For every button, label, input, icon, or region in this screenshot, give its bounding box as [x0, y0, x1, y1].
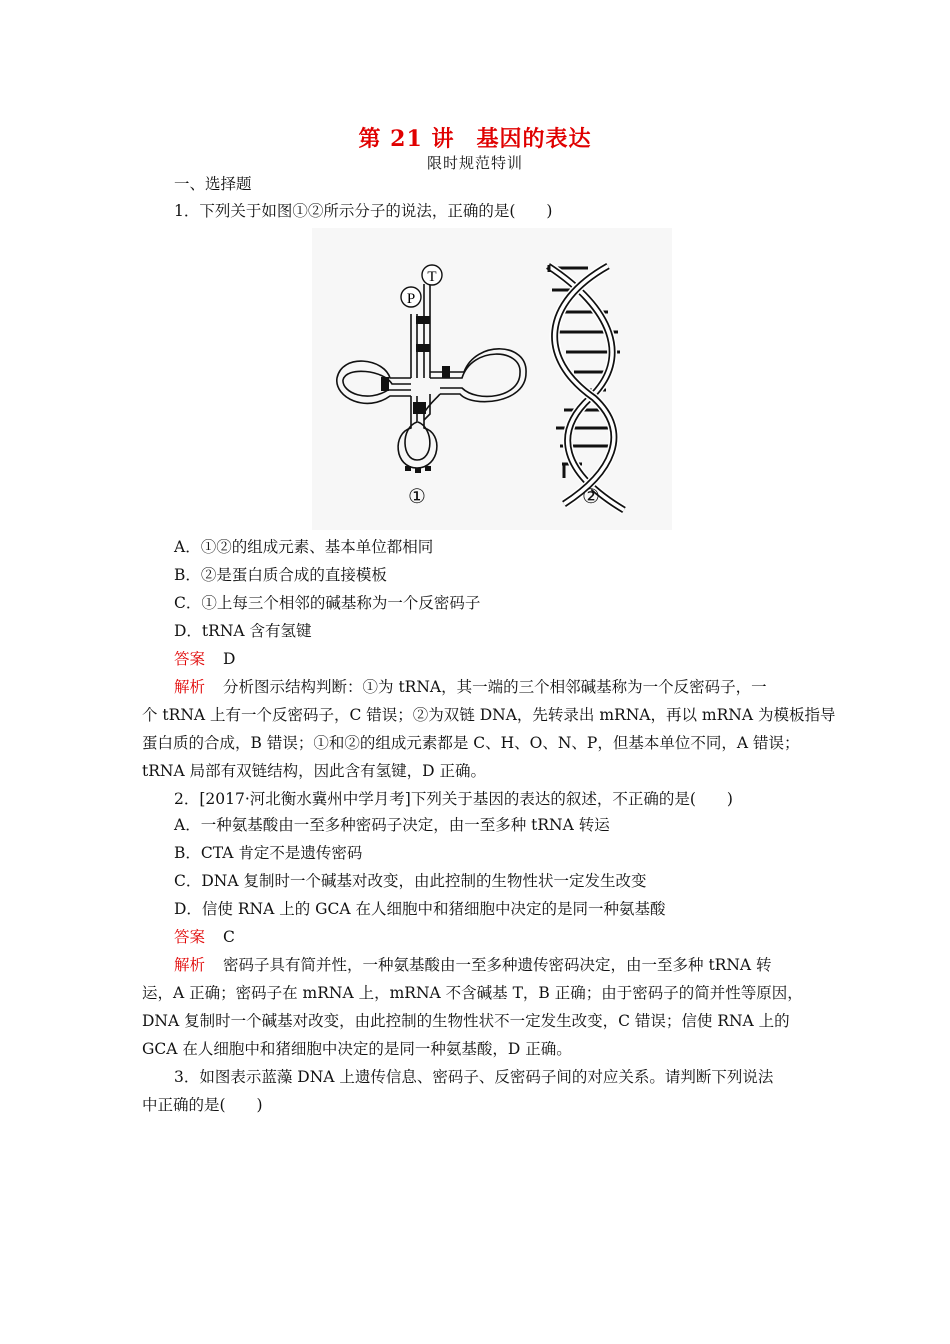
q1-analysis-label: 解析	[174, 678, 206, 696]
title-topic: 基因的表达	[476, 126, 592, 152]
q2-option-c: C．DNA 复制时一个碱基对改变，由此控制的生物性状一定发生改变	[174, 872, 647, 890]
q1-answer-label: 答案	[174, 650, 206, 668]
page-title	[0, 122, 950, 153]
q1-analysis-line-1: 解析 分析图示结构判断：①为 tRNA，其一端的三个相邻碱基称为一个反密码子，一	[174, 678, 767, 696]
q1-analysis-line-2: 个 tRNA 上有一个反密码子，C 错误；②为双链 DNA，先转录出 mRNA，再以 mRNA 为模板指导	[142, 706, 836, 724]
q1-answer	[174, 649, 235, 669]
q1-option-c: C．①上每三个相邻的碱基称为一个反密码子	[174, 594, 481, 612]
q1-option-a: A．①②的组成元素、基本单位都相同	[174, 538, 434, 556]
p-label: P	[406, 291, 416, 307]
q2-answer-label: 答案	[174, 928, 206, 946]
q2-stem: 2．[2017·河北衡水冀州中学月考]下列关于基因的表达的叙述，不正确的是( )	[174, 790, 733, 808]
trna-end-labels	[401, 265, 442, 307]
title-lecture-number: 第 21 讲	[358, 126, 455, 152]
q2-answer	[174, 927, 235, 947]
q1-figure-svg	[312, 228, 672, 530]
q2-analysis-line-2: 运，A 正确；密码子在 mRNA 上，mRNA 不含碱基 T，B 正确；由于密码子的简并性等原因，	[142, 984, 803, 1002]
q2-analysis-line-4: GCA 在人细胞中和猪细胞中决定的是同一种氨基酸，D 正确。	[142, 1040, 572, 1058]
dna-diagram	[548, 265, 624, 510]
q1-option-b: B．②是蛋白质合成的直接模板	[174, 566, 387, 584]
figure-1-label: ①	[408, 484, 426, 508]
q2-option-d: D．信使 RNA 上的 GCA 在人细胞中和猪细胞中决定的是同一种氨基酸	[174, 900, 666, 918]
q2-analysis-label: 解析	[174, 956, 206, 974]
q2-option-a: A．一种氨基酸由一至多种密码子决定，由一至多种 tRNA 转运	[174, 816, 610, 834]
figure-2-label: ②	[582, 484, 600, 508]
q1-analysis-line-3: 蛋白质的合成，B 错误；①和②的组成元素都是 C、H、O、N、P，但基本单位不同，A 错误；	[142, 734, 800, 752]
q1-option-d: D．tRNA 含有氢键	[174, 622, 312, 640]
page-subtitle: 限时规范特训	[426, 154, 523, 172]
q2-analysis-line-3: DNA 复制时一个碱基对改变，由此控制的生物性状不一定发生改变，C 错误；信使 RNA 上的	[142, 1012, 790, 1030]
q2-option-b: B．CTA 肯定不是遗传密码	[174, 844, 363, 862]
q2-analysis-line-1: 解析 密码子具有简并性，一种氨基酸由一至多种遗传密码决定，由一至多种 tRNA 转	[174, 956, 772, 974]
q1-stem: 1．下列关于如图①②所示分子的说法，正确的是( )	[174, 202, 553, 220]
q1-analysis-line-4: tRNA 局部有双链结构，因此含有氢键，D 正确。	[142, 762, 486, 780]
q1-answer-value: D	[223, 650, 236, 668]
trna-diagram	[337, 284, 526, 468]
q2-answer-value: C	[223, 928, 235, 946]
q3-stem-line-2: 中正确的是( )	[142, 1096, 263, 1114]
q1-figure	[312, 228, 672, 530]
section-heading: 一、选择题	[174, 175, 252, 193]
t-label: T	[427, 269, 437, 285]
q3-stem-line-1: 3．如图表示蓝藻 DNA 上遗传信息、密码子、反密码子间的对应关系。请判断下列说法	[174, 1068, 774, 1086]
